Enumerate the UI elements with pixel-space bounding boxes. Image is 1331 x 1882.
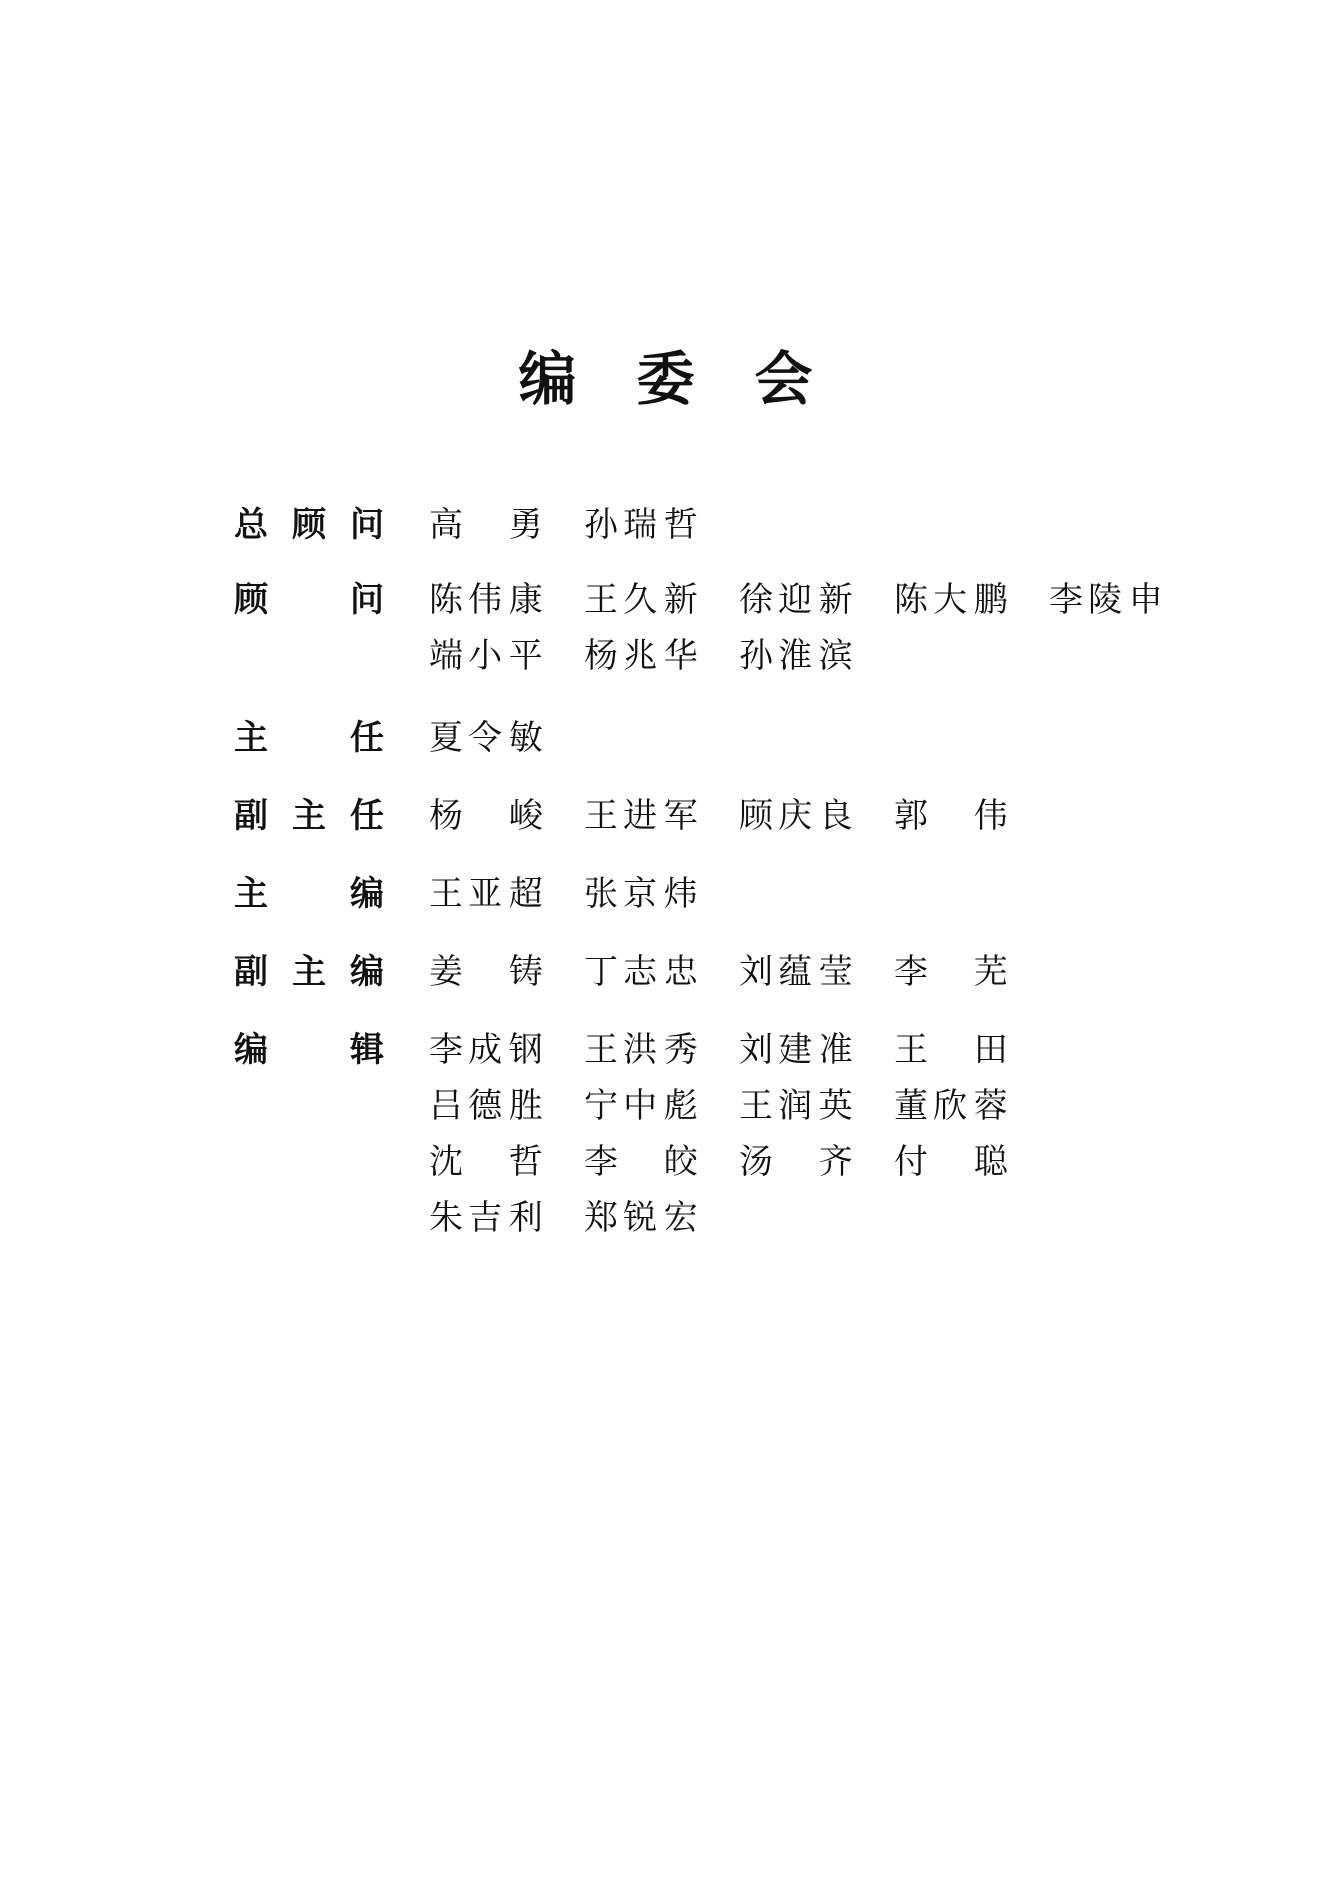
name-char: 杨 (584, 636, 618, 676)
member-name (428, 1086, 546, 1126)
role-char: 主 (292, 796, 326, 836)
name-char: 大 (933, 580, 968, 620)
member-name (738, 1030, 856, 1070)
name-char: 杨 (429, 796, 463, 836)
name-char: 董 (894, 1086, 928, 1126)
name-char: 李 (429, 1030, 463, 1070)
name-char: 准 (818, 1030, 853, 1070)
member-name (428, 718, 546, 758)
member-name (583, 636, 701, 676)
role-char: 主 (292, 952, 326, 992)
role-char: 问 (350, 505, 384, 545)
name-row (428, 796, 1208, 852)
name-row (428, 505, 1208, 561)
name-char: 徐 (739, 580, 773, 620)
name-char: 刘 (739, 952, 773, 992)
name-char: 新 (818, 580, 853, 620)
member-name (893, 1030, 1011, 1070)
name-char: 伟 (468, 580, 503, 620)
name-row (428, 1142, 1208, 1198)
name-row (428, 1198, 1208, 1254)
name-char: 莹 (818, 952, 853, 992)
name-char: 朱 (429, 1198, 463, 1238)
name-char: 陈 (429, 580, 463, 620)
role-char: 编 (350, 874, 384, 914)
member-names (428, 505, 1208, 561)
name-char: 进 (623, 796, 658, 836)
name-char: 勇 (508, 505, 543, 545)
member-name (583, 1142, 701, 1182)
name-char: 宁 (584, 1086, 618, 1126)
member-name (893, 1086, 1011, 1126)
name-char: 顾 (739, 796, 773, 836)
name-char: 久 (623, 580, 658, 620)
title-char: 编 (518, 345, 577, 413)
name-char: 郑 (584, 1198, 618, 1238)
member-name (738, 796, 856, 836)
name-char: 芜 (973, 952, 1008, 992)
role-label (232, 874, 392, 914)
role-char: 辑 (350, 1030, 384, 1070)
name-row (428, 874, 1208, 930)
name-row (428, 1086, 1208, 1142)
name-row (428, 1030, 1208, 1086)
name-char: 沈 (429, 1142, 463, 1182)
name-char: 宏 (663, 1198, 698, 1238)
name-row (428, 636, 1208, 692)
role-char: 任 (350, 718, 384, 758)
role-label (232, 505, 392, 545)
name-char: 哲 (663, 505, 698, 545)
member-names (428, 874, 1208, 930)
name-char: 中 (623, 1086, 658, 1126)
name-char: 夏 (429, 718, 463, 758)
name-char: 平 (508, 636, 543, 676)
name-char: 张 (584, 874, 618, 914)
name-char: 皎 (663, 1142, 698, 1182)
member-name (428, 1030, 546, 1070)
name-char: 秀 (663, 1030, 698, 1070)
title-char: 会 (754, 345, 813, 413)
member-name (583, 580, 701, 620)
name-char: 蕴 (778, 952, 813, 992)
name-char: 兆 (623, 636, 658, 676)
name-char: 陵 (1088, 580, 1123, 620)
name-char: 欣 (933, 1086, 968, 1126)
member-name (583, 1086, 701, 1126)
name-char: 王 (894, 1030, 928, 1070)
name-row (428, 952, 1208, 1008)
member-names (428, 1030, 1208, 1254)
name-char: 瑞 (623, 505, 658, 545)
role-char: 总 (234, 505, 268, 545)
member-name (428, 952, 546, 992)
member-names (428, 580, 1208, 692)
member-name (893, 796, 1011, 836)
member-name (428, 636, 546, 676)
name-char: 忠 (663, 952, 698, 992)
name-char: 吉 (468, 1198, 503, 1238)
name-char: 田 (973, 1030, 1008, 1070)
name-char: 汤 (739, 1142, 773, 1182)
name-char: 孙 (739, 636, 773, 676)
name-char: 彪 (663, 1086, 698, 1126)
name-char: 铸 (508, 952, 543, 992)
member-name (583, 796, 701, 836)
name-char: 亚 (468, 874, 503, 914)
name-char: 王 (739, 1086, 773, 1126)
role-label (232, 796, 392, 836)
name-char: 王 (429, 874, 463, 914)
name-char: 伟 (973, 796, 1008, 836)
member-names (428, 718, 1208, 774)
name-char: 鹏 (973, 580, 1008, 620)
name-char: 端 (429, 636, 463, 676)
name-char: 吕 (429, 1086, 463, 1126)
member-names (428, 796, 1208, 852)
member-name (583, 505, 701, 545)
name-char: 齐 (818, 1142, 853, 1182)
name-char: 淮 (778, 636, 813, 676)
name-char: 峻 (508, 796, 543, 836)
name-char: 李 (1049, 580, 1083, 620)
member-name (428, 874, 546, 914)
member-name (583, 1198, 701, 1238)
name-char: 小 (468, 636, 503, 676)
member-name (893, 580, 1011, 620)
member-name (428, 1142, 546, 1182)
member-name (893, 1142, 1011, 1182)
name-char: 炜 (663, 874, 698, 914)
member-name (738, 952, 856, 992)
name-char: 滨 (818, 636, 853, 676)
role-char: 主 (234, 874, 268, 914)
role-label (232, 580, 392, 620)
role-char: 顾 (234, 580, 268, 620)
name-char: 锐 (623, 1198, 658, 1238)
name-char: 利 (508, 1198, 543, 1238)
name-char: 郭 (894, 796, 928, 836)
name-char: 新 (663, 580, 698, 620)
name-char: 孙 (584, 505, 618, 545)
role-label (232, 1030, 392, 1070)
role-char: 主 (234, 718, 268, 758)
name-char: 王 (584, 580, 618, 620)
name-char: 英 (818, 1086, 853, 1126)
name-char: 刘 (739, 1030, 773, 1070)
name-char: 成 (468, 1030, 503, 1070)
member-name (738, 1142, 856, 1182)
name-char: 洪 (623, 1030, 658, 1070)
name-char: 陈 (894, 580, 928, 620)
member-name (893, 952, 1011, 992)
name-char: 康 (508, 580, 543, 620)
name-row (428, 718, 1208, 774)
member-name (428, 796, 546, 836)
name-char: 令 (468, 718, 503, 758)
name-char: 庆 (778, 796, 813, 836)
name-char: 聪 (973, 1142, 1008, 1182)
name-char: 超 (508, 874, 543, 914)
name-char: 建 (778, 1030, 813, 1070)
role-char: 问 (350, 580, 384, 620)
title-char: 委 (636, 345, 695, 413)
name-char: 润 (778, 1086, 813, 1126)
member-name (738, 580, 856, 620)
member-name (738, 636, 856, 676)
member-name (428, 580, 546, 620)
name-char: 志 (623, 952, 658, 992)
name-char: 迎 (778, 580, 813, 620)
role-char: 编 (350, 952, 384, 992)
name-char: 付 (894, 1142, 928, 1182)
role-label (232, 718, 392, 758)
name-char: 胜 (508, 1086, 543, 1126)
member-name (428, 505, 546, 545)
name-char: 李 (894, 952, 928, 992)
name-char: 姜 (429, 952, 463, 992)
member-name (738, 1086, 856, 1126)
role-char: 顾 (292, 505, 326, 545)
name-char: 王 (584, 1030, 618, 1070)
member-names (428, 952, 1208, 1008)
name-char: 蓉 (973, 1086, 1008, 1126)
member-name (583, 952, 701, 992)
member-name (583, 874, 701, 914)
member-name (428, 1198, 546, 1238)
name-char: 德 (468, 1086, 503, 1126)
name-char: 王 (584, 796, 618, 836)
role-char: 编 (234, 1030, 268, 1070)
role-char: 副 (234, 796, 268, 836)
role-char: 副 (234, 952, 268, 992)
name-char: 申 (1128, 580, 1163, 620)
member-name (583, 1030, 701, 1070)
name-char: 京 (623, 874, 658, 914)
name-char: 丁 (584, 952, 618, 992)
name-row (428, 580, 1208, 636)
name-char: 高 (429, 505, 463, 545)
page-title (0, 344, 1331, 414)
name-char: 军 (663, 796, 698, 836)
name-char: 李 (584, 1142, 618, 1182)
name-char: 钢 (508, 1030, 543, 1070)
name-char: 华 (663, 636, 698, 676)
name-char: 哲 (508, 1142, 543, 1182)
member-name (1048, 580, 1166, 620)
name-char: 良 (818, 796, 853, 836)
name-char: 敏 (508, 718, 543, 758)
role-char: 任 (350, 796, 384, 836)
role-label (232, 952, 392, 992)
